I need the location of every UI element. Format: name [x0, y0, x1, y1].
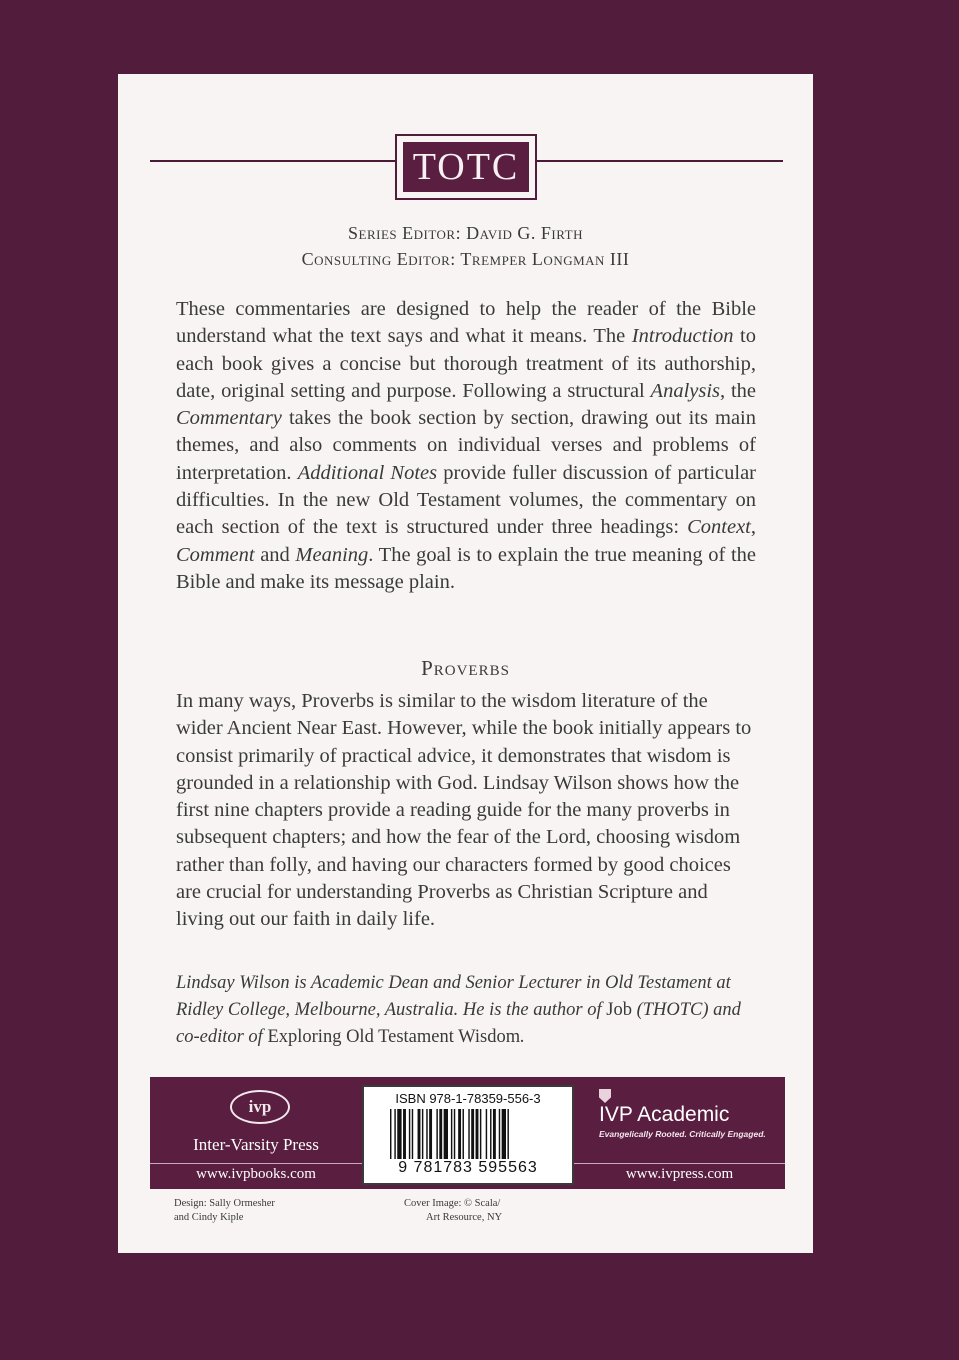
book-title: Proverbs [421, 656, 510, 680]
barcode-bar [507, 1109, 508, 1159]
barcode-bar [422, 1109, 423, 1159]
author-text: . [520, 1027, 525, 1047]
barcode-bar [486, 1109, 487, 1159]
intro-emphasis: Context [687, 516, 751, 539]
barcode-bar [454, 1109, 455, 1159]
barcode-bar [502, 1109, 506, 1159]
barcode-bar [390, 1109, 391, 1159]
barcode-bar [397, 1109, 401, 1159]
cover-credit-line: Cover Image: © Scala/ [404, 1198, 501, 1209]
consulting-editor: Consulting Editor: Tremper Longman III [301, 249, 630, 269]
ivp-academic-tagline: Evangelically Rooted. Critically Engaged. [599, 1129, 766, 1139]
book-description: In many ways, Proverbs is similar to the wisdom literature of the wider Ancient Near East. However, while the book initially appears to consist primarily of practical advice, it demonstrates that wisdom is grounded in a relationship with God. Lindsay Wilson shows how the first nine chapters provide a reading guide for the many proverbs in subsequent chapters; and how the fear of the Lord, choosing wisdom rather than folly, and having our characters formed by good choices are crucial for understanding Proverbs as Christian Scripture and living out our faith in daily life. [176, 690, 752, 931]
barcode-bar [444, 1109, 448, 1159]
barcode-bar [451, 1109, 452, 1159]
author-book-title: Job [606, 1000, 632, 1020]
isbn-text: ISBN 978-1-78359-556-3 [395, 1091, 541, 1106]
intro-emphasis: Additional Notes [297, 461, 438, 484]
ivp-academic-mark-icon [599, 1089, 611, 1103]
ivp-logo-icon: ivp [230, 1090, 290, 1124]
publisher-footer [150, 1077, 785, 1189]
intro-emphasis: Introduction [631, 325, 734, 348]
footer-divider-left [150, 1163, 362, 1164]
barcode-bar [463, 1109, 464, 1159]
barcode-bar [426, 1109, 427, 1159]
barcode-bar [403, 1109, 406, 1159]
editors-block [118, 220, 813, 272]
barcode-bar [499, 1109, 500, 1159]
author-book-title: Exploring Old Testament Wisdom [267, 1027, 521, 1047]
barcode-bar [468, 1109, 469, 1159]
barcode-bar [458, 1109, 461, 1159]
design-credit [174, 1197, 275, 1225]
barcode-bar [493, 1109, 496, 1159]
intro-emphasis: Commentary [176, 407, 282, 430]
intro-emphasis: Comment [176, 543, 255, 566]
barcode-bar [490, 1109, 491, 1159]
intro-text: , [750, 516, 756, 539]
intro-text: takes the book section by section, drawing out its main themes, and also comments on individual verses and problems of interpretation. [176, 407, 756, 484]
ivp-academic-url: www.ivpress.com [625, 1166, 734, 1182]
intro-text: , the [720, 379, 756, 402]
author-text: (THOTC) and co-editor of [176, 1000, 741, 1047]
isbn-barcode [362, 1085, 574, 1185]
barcode-bar [471, 1109, 474, 1159]
design-credit-line: Design: Sally Ormesher [174, 1198, 275, 1209]
barcode-icon [390, 1109, 552, 1159]
barcode-bar [412, 1109, 413, 1159]
series-badge [395, 134, 537, 200]
ivp-publisher-name: Inter-Varsity Press [193, 1135, 319, 1154]
series-editor: Series Editor: David G. Firth [348, 223, 583, 243]
intro-text: . The goal is to explain the true meaning of the Bible and make its message plain. [176, 543, 756, 593]
barcode-bar [436, 1109, 437, 1159]
intro-text: provide fuller discussion of particular difficulties. In the new Old Testament volumes, the commentary on each section of the text is structured under three headings: [176, 461, 756, 539]
back-cover-panel [118, 74, 813, 1253]
ivp-academic-name: IVP Academic [599, 1103, 730, 1126]
barcode-bar [409, 1109, 410, 1159]
intro-emphasis: Meaning [295, 543, 369, 566]
barcode-bar [476, 1109, 479, 1159]
design-credit-line: and Cindy Kiple [174, 1212, 244, 1223]
series-badge-label: TOTC [403, 142, 529, 192]
barcode-bar [480, 1109, 481, 1159]
barcode-bar [394, 1109, 395, 1159]
author-note [176, 970, 761, 1051]
barcode-bar [439, 1109, 442, 1159]
intro-text: These commentaries are designed to help the reader of the Bible understand what the text says and what it means. The [176, 298, 756, 348]
barcode-bar [418, 1109, 421, 1159]
series-description [176, 296, 756, 596]
footer-divider-right [574, 1163, 785, 1164]
cover-credit-line: Art Resource, NY [426, 1212, 503, 1223]
intro-text: and [254, 543, 296, 566]
barcode-bar [429, 1109, 432, 1159]
intro-text: to each book gives a concise but thorough treatment of its authorship, date, original setting and purpose. Following a structural [176, 325, 756, 402]
cover-image-credit [404, 1197, 502, 1225]
header-rule-right [537, 160, 783, 162]
header-rule-left [150, 160, 395, 162]
barcode-number: 9 781783 595563 [398, 1159, 538, 1176]
intro-emphasis: Analysis [650, 379, 721, 402]
author-text: Lindsay Wilson is Academic Dean and Senior Lecturer in Old Testament at Ridley College, Melbourne, Australia. He is the author of [176, 973, 731, 1020]
ivp-url: www.ivpbooks.com [196, 1166, 316, 1182]
